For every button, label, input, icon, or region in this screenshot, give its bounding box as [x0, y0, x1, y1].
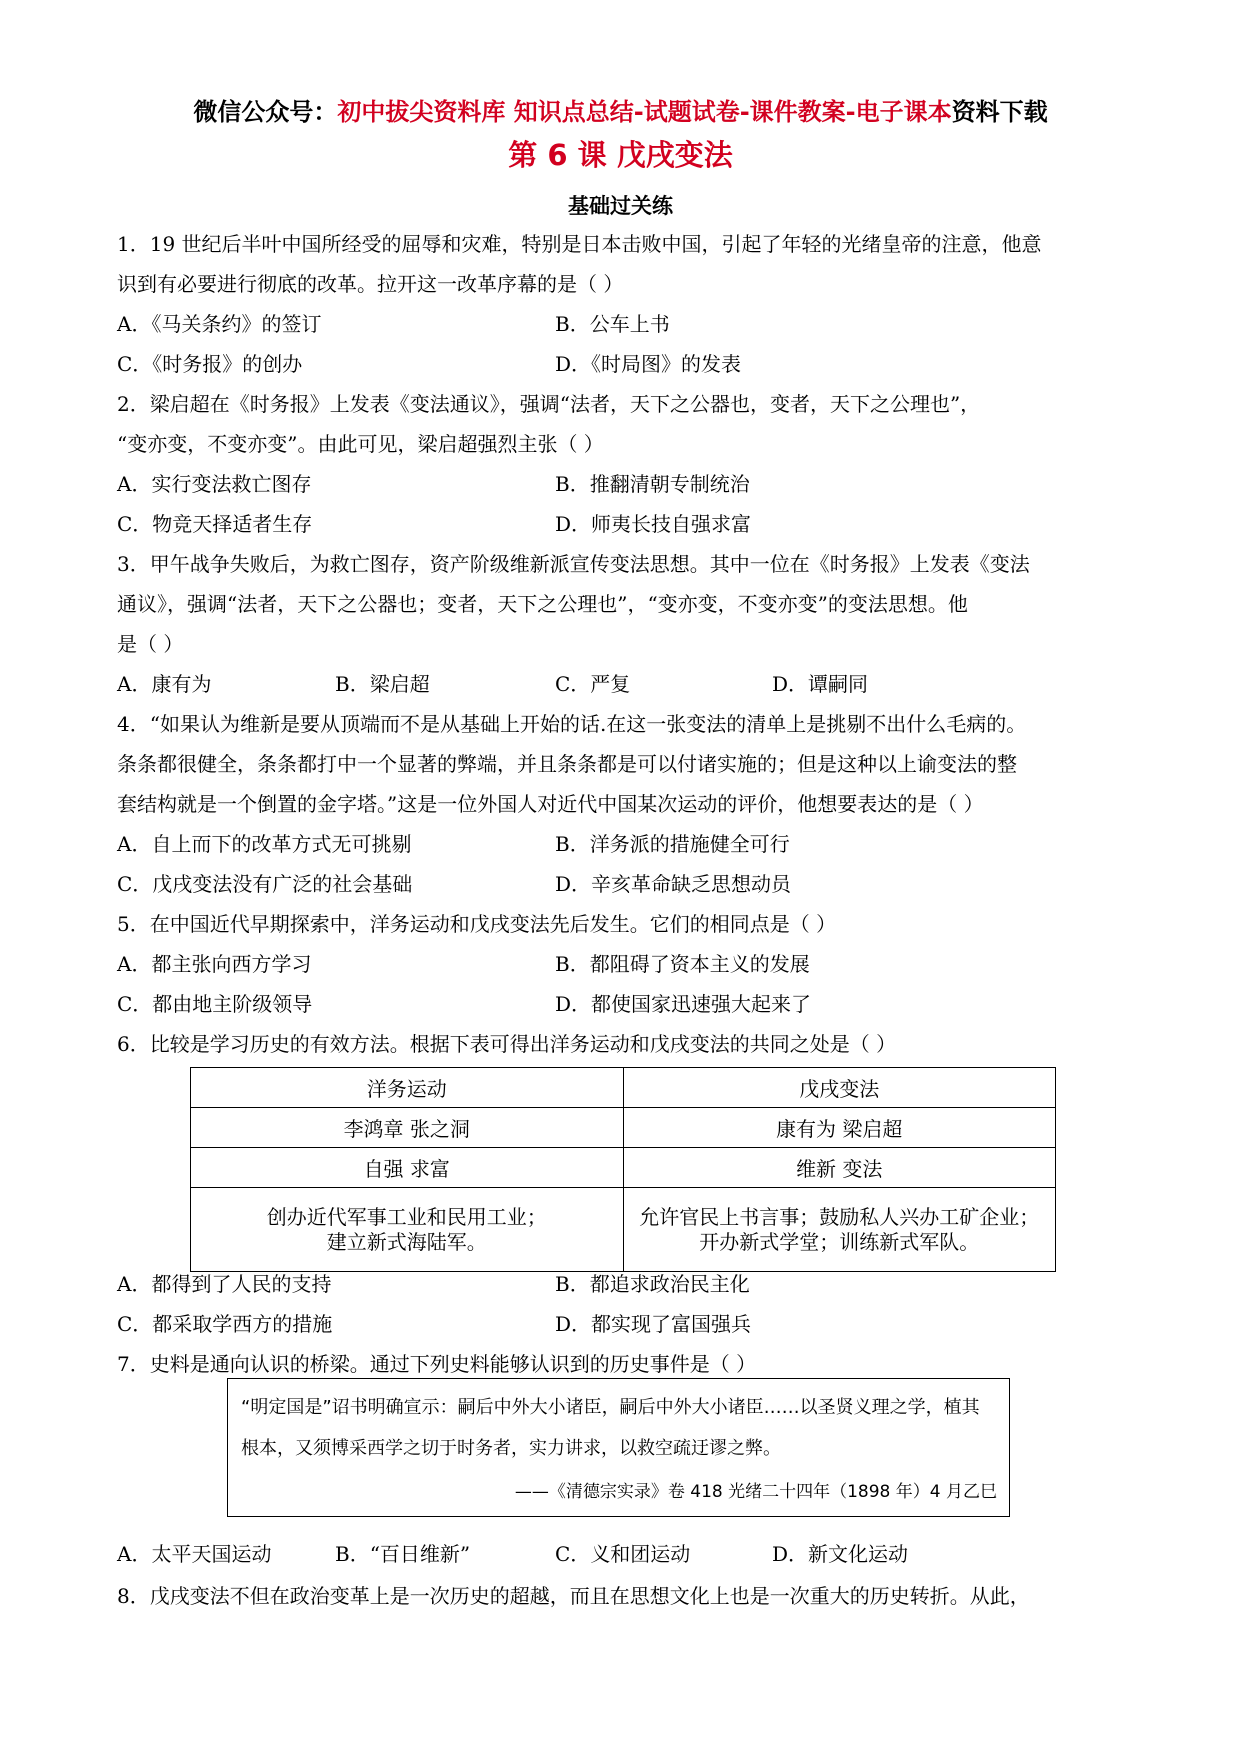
q4-option-b: B．洋务派的措施健全可行: [555, 832, 790, 856]
table-cell: [623, 1188, 1056, 1272]
q7-option-d: D．新文化运动: [772, 1542, 909, 1566]
q2-line-1: 2．梁启超在《时务报》上发表《变法通议》，强调“法者，天下之公器也，变者，天下之公理也”，: [117, 392, 981, 416]
q5-line-1: 5．在中国近代早期探索中，洋务运动和戊戌变法先后发生。它们的相同点是（ ）: [117, 912, 837, 936]
table-row: [191, 1068, 1056, 1108]
q8-line-1: 8．戊戌变法不但在政治变革上是一次历史的超越，而且在思想文化上也是一次重大的历史转折。从此，: [117, 1584, 1030, 1608]
q4-option-d: D．辛亥革命缺乏思想动员: [555, 872, 792, 896]
q3-option-d: D．谭嗣同: [772, 672, 869, 696]
table-cell: 康有为 梁启超: [623, 1108, 1056, 1148]
q4-line-2: 条条都很健全，条条都打中一个显著的弊端，并且条条都是可以付诸实施的；但是这种以上谕变法的整: [117, 752, 1017, 776]
table-row: [191, 1148, 1056, 1188]
q6-option-d: D．都实现了富国强兵: [555, 1312, 752, 1336]
q1-option-b: B．公车上书: [555, 312, 670, 336]
table-row: [191, 1188, 1056, 1272]
table-cell-line: 允许官民上书言事；鼓励私人兴办工矿企业；: [639, 1204, 1040, 1229]
q7-option-b: B．“百日维新”: [335, 1542, 471, 1566]
table-cell: 维新 变法: [623, 1148, 1056, 1188]
q6-option-c: C．都采取学西方的措施: [117, 1312, 333, 1336]
header-suffix: 资料下载: [951, 98, 1048, 126]
table-cell: 自强 求富: [191, 1148, 624, 1188]
q6-option-b: B．都追求政治民主化: [555, 1272, 750, 1296]
q6-option-a: A．都得到了人民的支持: [117, 1272, 332, 1296]
q4-line-1: 4．“如果认为维新是要从顶端而不是从基础上开始的话.在这一张变法的清单上是挑剔不出什么毛病的。: [117, 712, 1027, 736]
q7-line-1: 7．史料是通向认识的桥梁。通过下列史料能够认识到的历史事件是（ ）: [117, 1352, 757, 1376]
q4-line-3: 套结构就是一个倒置的金字塔。”这是一位外国人对近代中国某次运动的评价，他想要表达的是（ ）: [117, 792, 984, 816]
q4-option-c: C．戊戌变法没有广泛的社会基础: [117, 872, 413, 896]
q3-line-2: 通议》，强调“法者，天下之公器也；变者，天下之公理也”，“变亦变，不变亦变”的变法思想。他: [117, 592, 968, 616]
source-quote-box: [227, 1378, 1010, 1517]
q7-option-c: C．义和团运动: [555, 1542, 691, 1566]
lesson-title: 第 6 课 戊戌变法: [508, 138, 733, 172]
table-cell-line: 开办新式学堂；训练新式军队。: [699, 1229, 980, 1254]
table-cell: 戊戌变法: [623, 1068, 1056, 1108]
q5-option-d: D．都使国家迅速强大起来了: [555, 992, 812, 1016]
q5-option-b: B．都阻碍了资本主义的发展: [555, 952, 810, 976]
q3-line-1: 3．甲午战争失败后，为救亡图存，资产阶级维新派宣传变法思想。其中一位在《时务报》上发表《变法: [117, 552, 1030, 576]
q5-option-c: C．都由地主阶级领导: [117, 992, 313, 1016]
header-prefix: 微信公众号：: [193, 98, 338, 126]
header-red-text: 初中拔尖资料库 知识点总结-试题试卷-课件教案-电子课本: [337, 98, 952, 126]
q2-line-2: “变亦变，不变亦变”。由此可见，梁启超强烈主张（ ）: [117, 432, 604, 456]
q3-line-3: 是（ ）: [117, 632, 184, 656]
page-header: [0, 92, 1241, 127]
quote-source: ——《清德宗实录》卷 418 光绪二十四年（1898 年）4 月乙巳: [514, 1482, 997, 1502]
q5-option-a: A．都主张向西方学习: [117, 952, 312, 976]
q3-option-c: C．严复: [555, 672, 631, 696]
q3-option-b: B．梁启超: [335, 672, 430, 696]
q1-option-c: C．《时务报》的创办: [117, 352, 303, 376]
q6-line-1: 6．比较是学习历史的有效方法。根据下表可得出洋务运动和戊戌变法的共同之处是（ ）: [117, 1032, 897, 1056]
q1-option-d: D．《时局图》的发表: [555, 352, 742, 376]
q7-option-a: A．太平天国运动: [117, 1542, 272, 1566]
q1-option-a: A．《马关条约》的签订: [117, 312, 322, 336]
table-cell: 洋务运动: [191, 1068, 624, 1108]
quote-line-1: “明定国是”诏书明确宣示：嗣后中外大小诸臣，嗣后中外大小诸臣……以圣贤义理之学，植其: [241, 1397, 980, 1418]
table-row: [191, 1108, 1056, 1148]
table-cell: [191, 1188, 624, 1272]
quote-line-2: 根本，又须博采西学之切于时务者，实力讲求，以救空疏迂谬之弊。: [241, 1438, 781, 1459]
table-cell-line: 创办近代军事工业和民用工业；: [266, 1204, 547, 1229]
table-cell-line: 建立新式海陆军。: [326, 1229, 487, 1254]
table-cell: 李鸿章 张之洞: [191, 1108, 624, 1148]
q1-line-2: 识到有必要进行彻底的改革。拉开这一改革序幕的是（ ）: [117, 272, 624, 296]
q4-option-a: A．自上而下的改革方式无可挑剔: [117, 832, 412, 856]
section-title: 基础过关练: [568, 194, 673, 218]
q2-option-d: D．师夷长技自强求富: [555, 512, 752, 536]
q2-option-b: B．推翻清朝专制统治: [555, 472, 750, 496]
q2-option-a: A．实行变法救亡图存: [117, 472, 312, 496]
q3-option-a: A．康有为: [117, 672, 212, 696]
q1-line-1: 1．19 世纪后半叶中国所经受的屈辱和灾难，特别是日本击败中国，引起了年轻的光绪皇帝的注意，他意: [117, 232, 1042, 256]
comparison-table: [190, 1067, 1056, 1272]
q2-option-c: C．物竞天择适者生存: [117, 512, 313, 536]
